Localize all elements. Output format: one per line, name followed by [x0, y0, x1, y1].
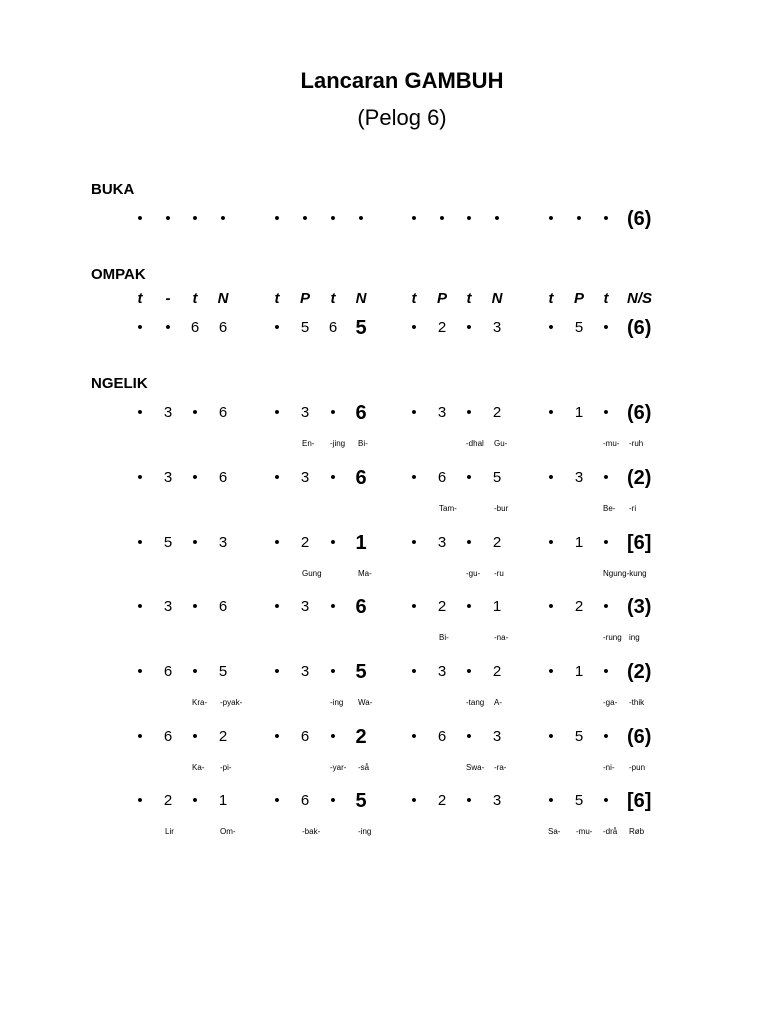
note-cell: • [192, 728, 198, 745]
note-cell: 3 [300, 598, 310, 615]
lyric-syllable: -yar- [330, 763, 347, 772]
buka-notation-row [0, 204, 768, 234]
lyric-row [0, 697, 768, 709]
note-cell: 6 [355, 467, 367, 489]
note-cell: • [466, 319, 472, 336]
note-cell: 2 [355, 726, 367, 748]
note-cell: 6 [218, 319, 228, 336]
lyric-syllable: Ma- [358, 569, 372, 578]
note-cell: 3 [437, 404, 447, 421]
lyric-syllable: -rung [603, 633, 622, 642]
note-cell: • [548, 792, 554, 809]
note-cell: • [274, 404, 280, 421]
note-cell: • [330, 534, 336, 551]
lyric-syllable: -ri [629, 504, 637, 513]
lyric-syllable: Swa- [466, 763, 485, 772]
note-cell: • [137, 404, 143, 421]
note-cell: • [274, 319, 280, 336]
lyric-syllable: -mu- [603, 439, 620, 448]
lyric-syllable: Ngung-kung [603, 569, 647, 578]
lyric-syllable: -pi- [220, 763, 232, 772]
note-cell: 3 [574, 469, 584, 486]
note-cell: • [548, 319, 554, 336]
note-cell: • [165, 210, 171, 227]
note-cell: 2 [437, 598, 447, 615]
note-cell: • [603, 210, 609, 227]
note-cell: • [466, 469, 472, 486]
note-cell: 5 [163, 534, 173, 551]
note-cell: • [466, 534, 472, 551]
note-cell: 3 [300, 663, 310, 680]
beat-marker: N [491, 290, 503, 307]
note-cell: (2) [627, 661, 652, 683]
beat-marker: t [137, 290, 143, 307]
note-cell: 6 [355, 402, 367, 424]
note-cell: • [302, 210, 308, 227]
lyric-syllable: -mu- [576, 827, 593, 836]
lyric-syllable: -ruh [629, 439, 644, 448]
note-cell: • [220, 210, 226, 227]
note-cell: • [137, 210, 143, 227]
note-cell: 6 [355, 596, 367, 618]
note-cell: • [192, 534, 198, 551]
note-cell: 2 [492, 404, 502, 421]
note-cell: • [137, 598, 143, 615]
note-cell: • [192, 469, 198, 486]
lyric-syllable: En- [302, 439, 315, 448]
ngelik-notation-row [0, 722, 768, 752]
note-cell: 3 [218, 534, 228, 551]
note-cell: • [330, 210, 336, 227]
note-cell: 6 [218, 469, 228, 486]
note-cell: • [466, 598, 472, 615]
note-cell: • [330, 792, 336, 809]
lyric-row [0, 826, 768, 838]
note-cell: 5 [492, 469, 502, 486]
note-cell: 3 [300, 404, 310, 421]
note-cell: 6 [190, 319, 200, 336]
note-cell: (2) [627, 467, 652, 489]
note-cell: • [137, 728, 143, 745]
note-cell: • [330, 598, 336, 615]
note-cell: • [411, 534, 417, 551]
note-cell: 3 [492, 319, 502, 336]
lyric-syllable: -na- [494, 633, 509, 642]
lyric-syllable: Wa- [358, 698, 373, 707]
note-cell: 6 [437, 728, 447, 745]
lyric-syllable: Sa- [548, 827, 561, 836]
note-cell: • [358, 210, 364, 227]
ngelik-notation-row [0, 786, 768, 816]
note-cell: • [274, 534, 280, 551]
note-cell: (6) [627, 726, 652, 748]
lyric-syllable: -ing [358, 827, 372, 836]
note-cell: • [548, 534, 554, 551]
lyric-syllable: A- [494, 698, 502, 707]
note-cell: • [466, 663, 472, 680]
note-cell: 6 [300, 728, 310, 745]
note-cell: • [466, 792, 472, 809]
note-cell: • [494, 210, 500, 227]
note-cell: • [137, 534, 143, 551]
note-cell: • [330, 404, 336, 421]
note-cell: • [137, 469, 143, 486]
note-cell: • [274, 598, 280, 615]
lyric-row [0, 503, 768, 515]
lyric-syllable: -drå [603, 827, 618, 836]
note-cell: [6] [627, 532, 652, 554]
note-cell: 2 [574, 598, 584, 615]
lyric-syllable: -bak- [302, 827, 321, 836]
beat-marker: t [411, 290, 417, 307]
lyric-syllable: Tam- [439, 504, 457, 513]
note-cell: 5 [218, 663, 228, 680]
note-cell: • [411, 319, 417, 336]
note-cell: • [603, 598, 609, 615]
lyric-syllable: -dhal [466, 439, 484, 448]
ngelik-notation-row [0, 592, 768, 622]
note-cell: • [603, 663, 609, 680]
note-cell: 6 [300, 792, 310, 809]
note-cell: • [330, 469, 336, 486]
ngelik-notation-row [0, 657, 768, 687]
note-cell: • [466, 728, 472, 745]
beat-marker: P [436, 290, 447, 307]
note-cell: 5 [355, 661, 367, 683]
lyric-syllable: -ing [330, 698, 344, 707]
note-cell: • [548, 404, 554, 421]
note-cell: 3 [437, 663, 447, 680]
lyric-syllable: ing [629, 633, 640, 642]
lyric-syllable: Gu- [494, 439, 508, 448]
lyric-syllable: Om- [220, 827, 236, 836]
ompak-notation-row [0, 313, 768, 343]
note-cell: 5 [574, 728, 584, 745]
lyric-syllable: -ni- [603, 763, 615, 772]
beat-marker: P [299, 290, 310, 307]
note-cell: • [274, 792, 280, 809]
beat-marker: t [466, 290, 472, 307]
note-cell: 6 [328, 319, 338, 336]
note-cell: • [548, 210, 554, 227]
note-cell: • [603, 404, 609, 421]
beat-marker: P [573, 290, 584, 307]
beat-marker: t [548, 290, 554, 307]
note-cell: 3 [163, 469, 173, 486]
lyric-syllable: -pyak- [220, 698, 243, 707]
note-cell: 2 [437, 792, 447, 809]
note-cell: • [411, 210, 417, 227]
beat-marker: N [355, 290, 367, 307]
note-cell: • [192, 598, 198, 615]
note-cell: 2 [492, 534, 502, 551]
lyric-syllable: -bur [494, 504, 509, 513]
ngelik-notation-row [0, 463, 768, 493]
note-cell: 5 [355, 317, 367, 339]
note-cell: 2 [163, 792, 173, 809]
note-cell: 5 [574, 792, 584, 809]
note-cell: • [330, 663, 336, 680]
lyric-syllable: -jing [330, 439, 346, 448]
note-cell: 1 [574, 534, 584, 551]
note-cell: 1 [492, 598, 502, 615]
lyric-syllable: Ka- [192, 763, 205, 772]
note-cell: (3) [627, 596, 652, 618]
lyric-syllable: Røb [629, 827, 645, 836]
lyric-row [0, 568, 768, 580]
note-cell: • [439, 210, 445, 227]
note-cell: • [411, 598, 417, 615]
beat-marker: t [192, 290, 198, 307]
note-cell: 3 [437, 534, 447, 551]
note-cell: • [548, 598, 554, 615]
lyric-syllable: -pun [629, 763, 646, 772]
page-subtitle: (Pelog 6) [357, 105, 447, 130]
note-cell: 5 [355, 790, 367, 812]
note-cell: (6) [627, 402, 652, 424]
beat-marker: N/S [627, 290, 653, 307]
note-cell: • [411, 663, 417, 680]
lyric-syllable: Gung [302, 569, 322, 578]
ngelik-notation-row [0, 398, 768, 428]
lyric-syllable: -tang [466, 698, 485, 707]
note-cell: • [330, 728, 336, 745]
note-cell: 2 [492, 663, 502, 680]
lyric-syllable: -thik [629, 698, 645, 707]
beat-marker: t [603, 290, 609, 307]
section-label-buka: BUKA [91, 181, 135, 198]
note-cell: (6) [627, 208, 652, 230]
note-cell: 1 [574, 404, 584, 421]
note-cell: • [192, 663, 198, 680]
note-cell: • [548, 728, 554, 745]
ngelik-notation-row [0, 528, 768, 558]
note-cell: 1 [574, 663, 584, 680]
note-cell: 2 [300, 534, 310, 551]
note-cell: • [548, 663, 554, 680]
note-cell: • [165, 319, 171, 336]
note-cell: • [411, 728, 417, 745]
note-cell: 6 [218, 404, 228, 421]
note-cell: [6] [627, 790, 652, 812]
note-cell: • [137, 319, 143, 336]
note-cell: 5 [300, 319, 310, 336]
lyric-syllable: -ra- [494, 763, 507, 772]
section-label-ngelik: NGELIK [91, 375, 148, 392]
note-cell: 3 [300, 469, 310, 486]
note-cell: 3 [163, 598, 173, 615]
lyric-row [0, 438, 768, 450]
note-cell: 2 [218, 728, 228, 745]
note-cell: • [466, 404, 472, 421]
note-cell: • [274, 210, 280, 227]
note-cell: (6) [627, 317, 652, 339]
note-cell: • [411, 792, 417, 809]
note-cell: • [411, 469, 417, 486]
note-cell: • [603, 319, 609, 336]
note-cell: • [274, 663, 280, 680]
lyric-row [0, 762, 768, 774]
lyric-syllable: -ru [494, 569, 504, 578]
note-cell: • [192, 792, 198, 809]
note-cell: • [603, 534, 609, 551]
page-title: Lancaran GAMBUH [300, 68, 504, 93]
note-cell: • [603, 728, 609, 745]
lyric-row [0, 632, 768, 644]
note-cell: 6 [218, 598, 228, 615]
lyric-syllable: Bi- [439, 633, 449, 642]
note-cell: • [137, 792, 143, 809]
note-cell: • [192, 210, 198, 227]
note-cell: 3 [492, 792, 502, 809]
beat-marker: N [217, 290, 229, 307]
lyric-syllable: -ga- [603, 698, 618, 707]
lyric-syllable: Bi- [358, 439, 368, 448]
note-cell: 5 [574, 319, 584, 336]
lyric-syllable: Kra- [192, 698, 208, 707]
beat-marker: t [330, 290, 336, 307]
beat-marker: t [274, 290, 280, 307]
lyric-syllable: -gu- [466, 569, 481, 578]
note-cell: • [548, 469, 554, 486]
beat-marker: - [165, 290, 171, 307]
note-cell: • [603, 469, 609, 486]
lyric-syllable: Be- [603, 504, 616, 513]
note-cell: • [466, 210, 472, 227]
note-cell: 3 [492, 728, 502, 745]
note-cell: • [274, 469, 280, 486]
note-cell: 6 [163, 663, 173, 680]
note-cell: 2 [437, 319, 447, 336]
note-cell: • [576, 210, 582, 227]
section-label-ompak: OMPAK [91, 266, 146, 283]
note-cell: 6 [163, 728, 173, 745]
note-cell: • [603, 792, 609, 809]
note-cell: • [411, 404, 417, 421]
lyric-syllable: -så [358, 763, 370, 772]
note-cell: 3 [163, 404, 173, 421]
note-cell: 1 [355, 532, 367, 554]
ompak-header-row [0, 284, 768, 314]
note-cell: 6 [437, 469, 447, 486]
note-cell: • [274, 728, 280, 745]
note-cell: • [192, 404, 198, 421]
lyric-syllable: Lir [165, 827, 174, 836]
note-cell: 1 [218, 792, 228, 809]
note-cell: • [137, 663, 143, 680]
